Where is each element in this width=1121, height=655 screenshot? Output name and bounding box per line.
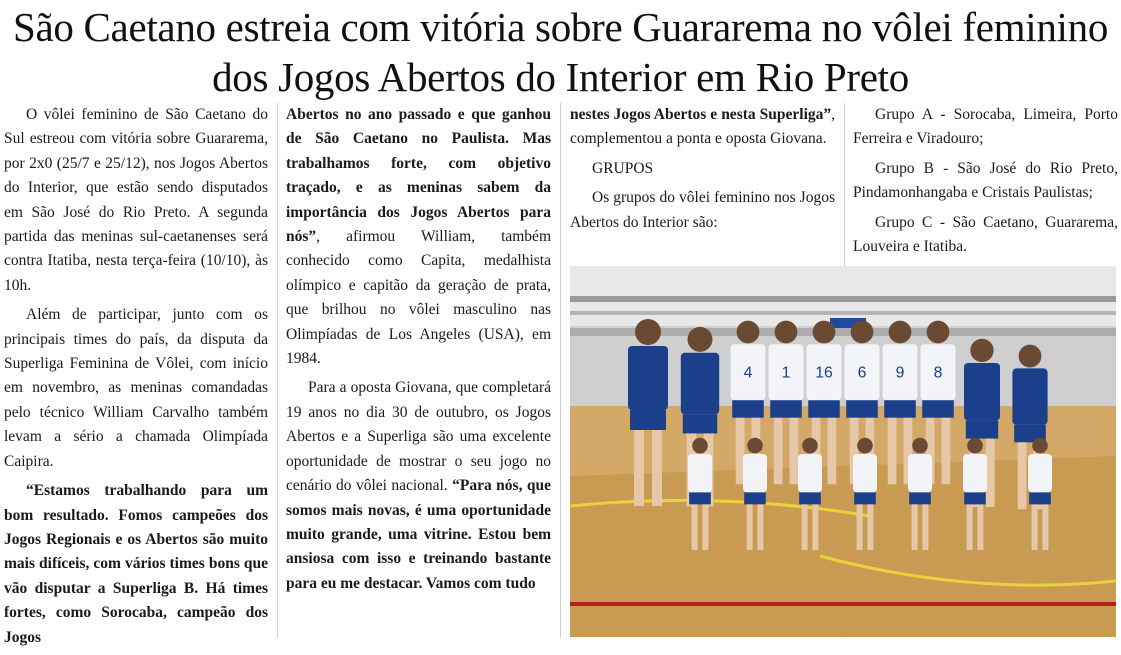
column-divider [560,103,561,638]
group-list-item: Grupo A - Sorocaba, Limeira, Porto Ferreira e Viradouro; [853,106,1118,148]
article-column-2 [286,103,551,601]
paragraph [286,376,551,596]
quote-text: Abertos no ano passado e que ganhou de São Caetano no Paulista. Mas trabalhamos forte, com objetivo traçado, e as meninas sabem da importância dos Jogos Abertos para nós” [286,106,551,246]
section-heading: GRUPOS [592,159,654,177]
paragraph: O vôlei feminino de São Caetano do Sul estreou com vitória sobre Guararema, por 2x0 (25/7 e 25/12), nos Jogos Abertos do Interior, que estão sendo disputados em São José do Rio Preto. A segunda partida das meninas sul-caetanenses será contra Itatiba, nesta terça-feira (10/10), às 10h. [4,106,268,294]
team-photo [570,266,1116,637]
jersey-number: 16 [815,364,833,382]
jersey-number: 8 [933,364,943,382]
paragraph-text: , afirmou William, também conhecido como Capita, medalhista olímpico e capitão da geração de prata, que brilhou no vôlei masculino nas Olimpíadas de Los Angeles (USA), em 1984. [286,228,551,368]
quote-text: “Para nós, que somos mais novas, é uma oportunidade muito grande, uma vitrine. Estou bem ansiosa com isso e treinando bastante para eu me destacar. Vamos com tudo [286,477,551,592]
paragraph: Os grupos do vôlei feminino nos Jogos Abertos do Interior são: [570,189,835,231]
jersey-number: 6 [857,364,867,382]
group-list-item: Grupo C - São Caetano, Guararema, Louveira e Itatiba. [853,213,1118,256]
article-column-3 [570,103,835,240]
quote-paragraph [570,103,835,152]
jersey-number: 1 [781,364,791,382]
column-divider [277,103,278,638]
article-column-4 [853,103,1118,264]
quote-text: “Estamos trabalhando para um bom resultado. Fomos campeões dos Jogos Regionais e os Abertos são muito mais difíceis, com vários times bons que vão disputar a Superliga B. Há times fortes, como Sorocaba, campeão dos Jogos [4,482,268,646]
team-photo-illustration [570,266,1116,637]
jersey-number: 9 [895,364,905,382]
paragraph-text: Para a oposta Giovana, que completará 19 anos no dia 30 de outubro, os Jogos Abertos e a Superliga são uma excelente oportunidade de mostrar o seu jogo no cenário do vôlei nacional. [286,379,551,495]
jersey-number: 4 [743,364,753,382]
article-headline: São Caetano estreia com vitória sobre Guararema no vôlei feminino dos Jogos Abertos do Interior em Rio Preto [12,4,1109,100]
paragraph-text: , complementou a ponta e oposta Giovana. [570,106,835,148]
article-column-1 [4,103,268,655]
quote-paragraph [286,103,551,371]
quote-text: nestes Jogos Abertos e nesta Superliga” [570,106,832,123]
group-list-item: Grupo B - São José do Rio Preto, Pindamonhangaba e Cristais Paulistas; [853,159,1118,202]
quote-paragraph [4,479,268,650]
paragraph: Além de participar, junto com os principais times do país, da disputa da Superliga Feminina de Vôlei, com início em novembro, as meninas comandadas pelo técnico William Carvalho também levam a sério a chamada Olimpíada Caipira. [4,306,268,470]
